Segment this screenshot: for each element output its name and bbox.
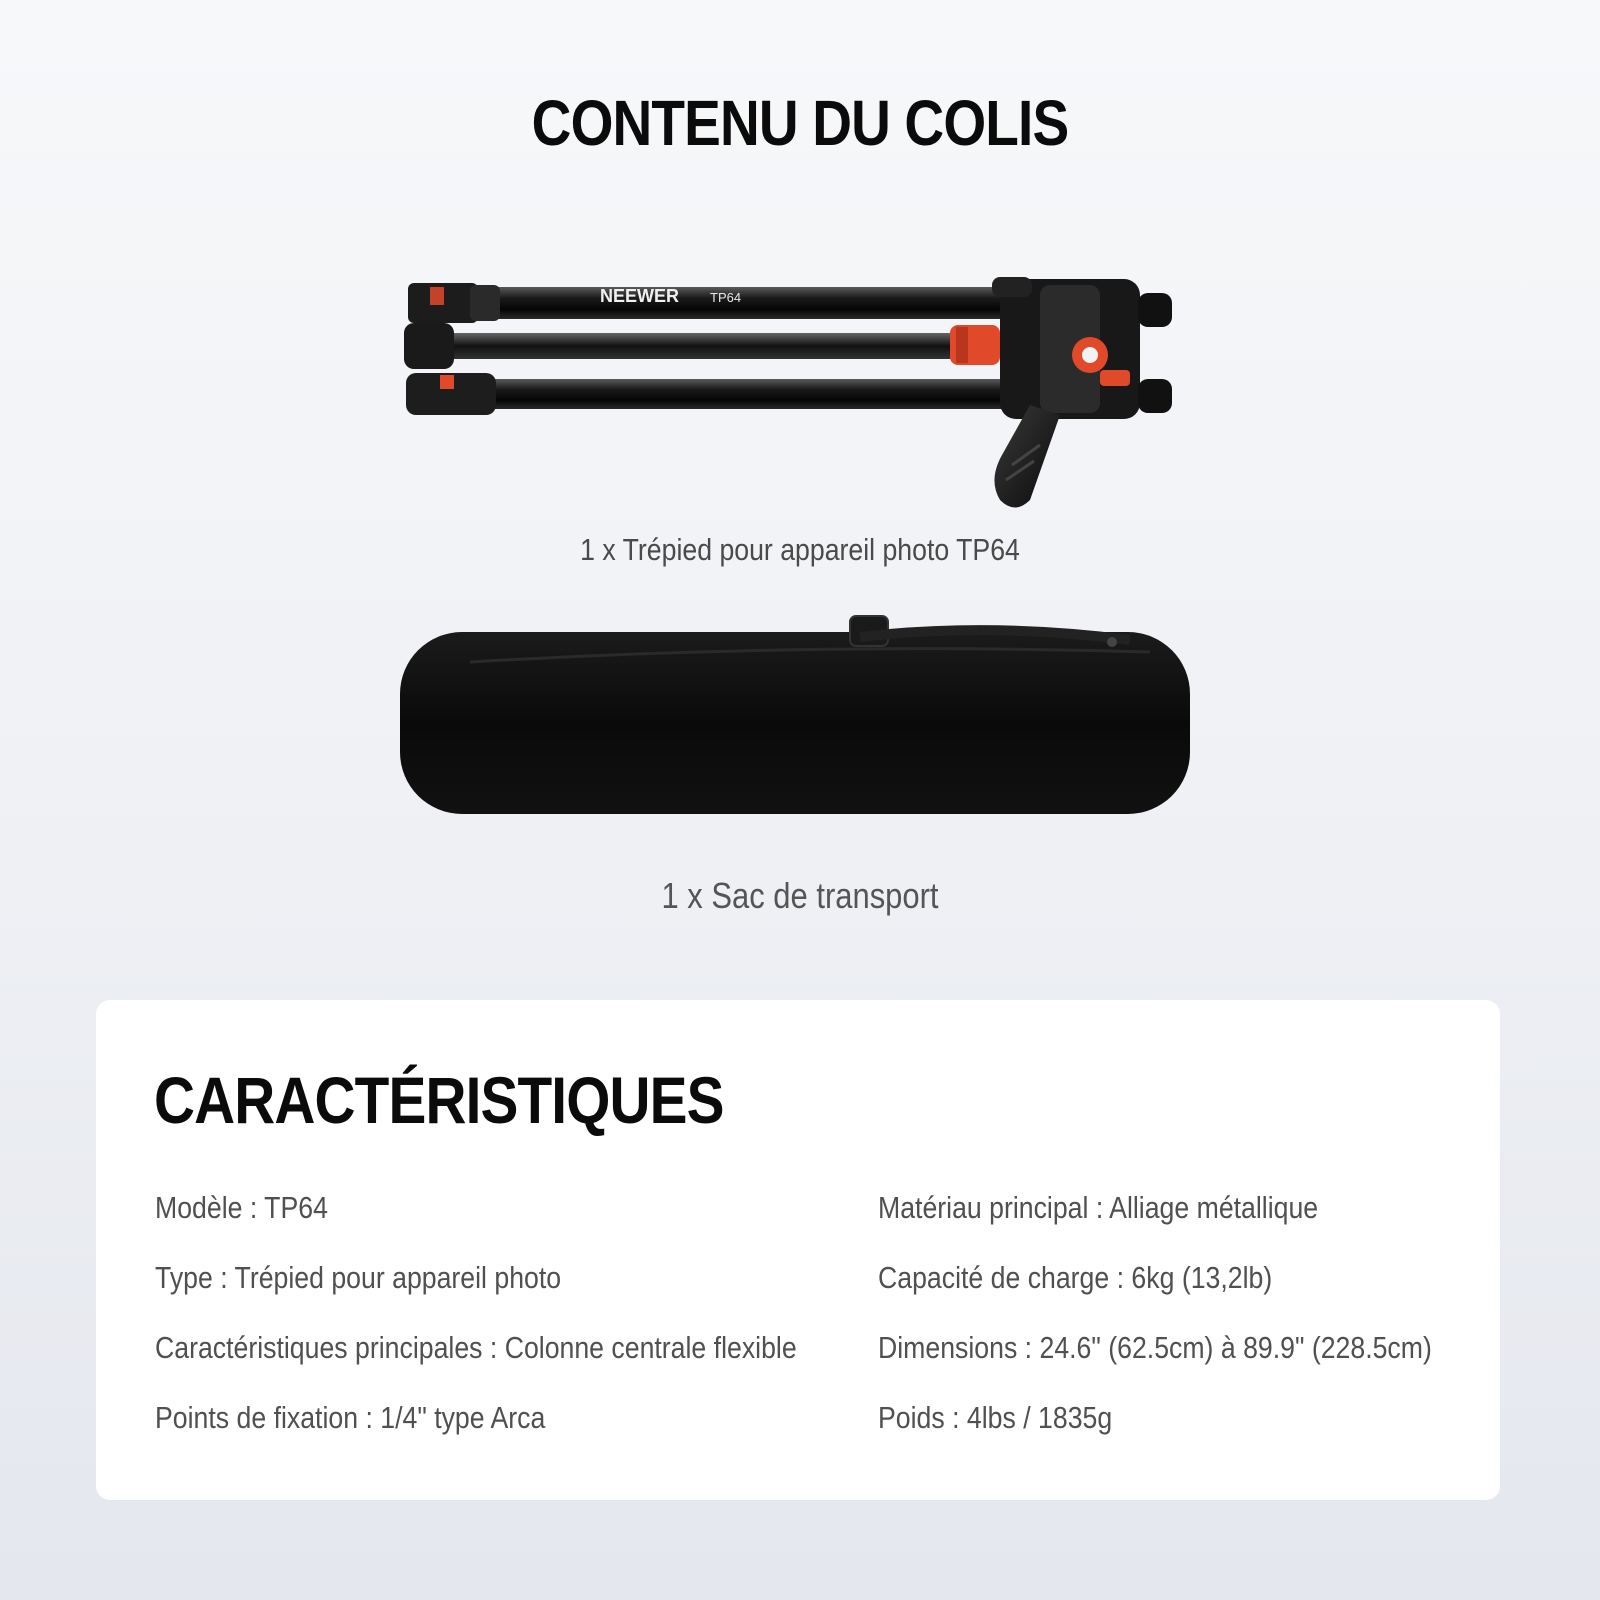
- spec-material: Matériau principal : Alliage métallique: [878, 1190, 1319, 1225]
- specs-card: [96, 1000, 1500, 1500]
- spec-weight: Poids : 4lbs / 1835g: [878, 1400, 1113, 1435]
- spec-dimensions: Dimensions : 24.6" (62.5cm) à 89.9" (228.5cm): [878, 1330, 1432, 1365]
- spec-main-features: Caractéristiques principales : Colonne centrale flexible: [155, 1330, 797, 1365]
- carry-bag-image: [390, 612, 1210, 817]
- specs-title: CARACTÉRISTIQUES: [154, 1063, 724, 1137]
- spec-mounting-points: Points de fixation : 1/4" type Arca: [155, 1400, 546, 1435]
- spec-model: Modèle : TP64: [155, 1190, 328, 1225]
- item-caption-tripod: 1 x Trépied pour appareil photo TP64: [580, 532, 1020, 567]
- spec-load-capacity: Capacité de charge : 6kg (13,2lb): [878, 1260, 1273, 1295]
- tripod-model-text: TP64: [710, 290, 742, 305]
- tripod-brand-text: NEEWER: [600, 286, 680, 306]
- page-title: CONTENU DU COLIS: [531, 87, 1069, 159]
- item-caption-bag: 1 x Sac de transport: [661, 875, 939, 916]
- spec-type: Type : Trépied pour appareil photo: [155, 1260, 562, 1295]
- tripod-image: [400, 275, 1210, 525]
